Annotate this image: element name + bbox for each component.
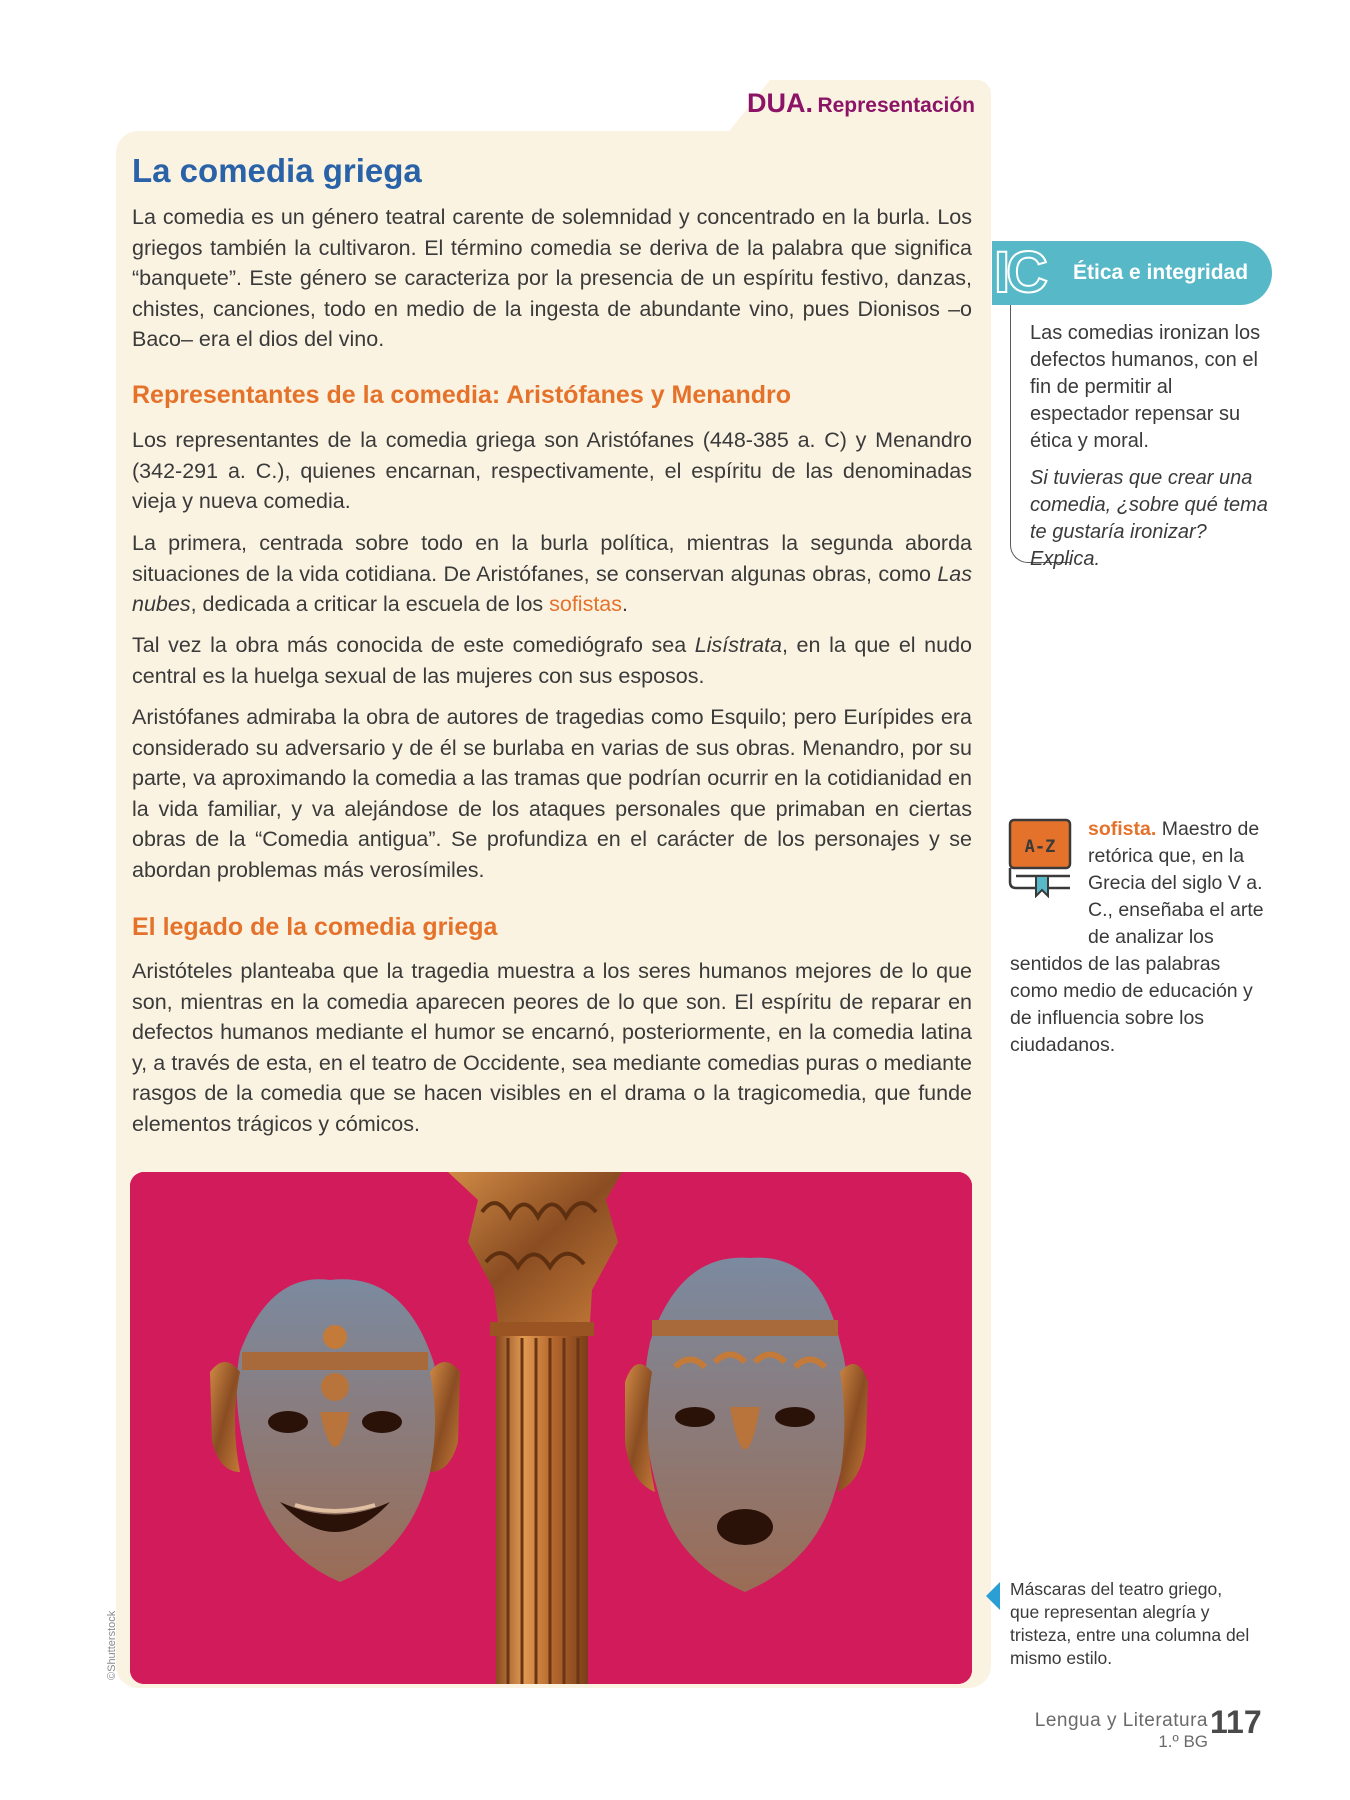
photo-credit: ©Shutterstock [106,1610,118,1680]
dua-sub: Representación [817,94,975,117]
p3-text-b: , en la que el nudo central es la huelga sexual de las mujeres con sus esposos. [132,633,972,688]
p2-text-c: . [622,592,628,616]
p3-text-a: Tal vez la obra más conocida de este comediógrafo sea [132,633,695,657]
paragraph-legado: Aristóteles planteaba que la tragedia muestra a los seres humanos mejores de lo que son, mientras en la comedia aparecen peores de lo que son. El espíritu de reparar en defectos humanos mediante el humor se encarnó, posteriormente, en la comedia latina y, a través de esta, en el teatro de Occidente, sea mediante comedias puras o mediante rasgos de la comedia que se hacen visibles en el drama o la tragicomedia, que funde elementos trágicos y cómicos. [132,959,972,1136]
section-title-legado: El legado de la comedia griega [132,913,498,941]
paragraph-aristofanes-menandro: Aristófanes admiraba la obra de autores de tragedias como Esquilo; pero Eurípides era considerado su adversario y de él se burlaba en varias de sus obras. Menandro, por su parte, va aproximando la comedia a las tramas que podrían ocurrir en la cotidianidad en la vida familiar, y va alejándose de los ataques personales que primaban en ciertas obras de la “Comedia antigua”. Se profundiza en el carácter de los personajes y se abordan problemas más verosímiles. [132,705,972,882]
footer-subject: Lengua y Literatura [1034,1710,1208,1731]
masks-illustration [130,1172,972,1684]
dictionary-icon [1006,818,1074,898]
paragraph-representantes: Los representantes de la comedia griega son Aristófanes (448-385 a. C) y Menandro (342-291 a. C.), quienes encarnan, respectivamente, el espíritu de las denominadas vieja y nueva comedia. [132,428,972,513]
footer-grade: 1.º BG [1158,1732,1208,1751]
p3-title-lisistrata: Lisístrata [694,633,782,657]
ethics-label: Ética e integridad [1073,261,1249,284]
greek-masks-photo [130,1172,972,1684]
p2-text-a: La primera, centrada sobre todo en la burla política, mientras la segunda aborda situaciones de la vida cotidiana. De Aristófanes, se conservan algunas obras, como [132,531,972,586]
glossary-term-link[interactable]: sofistas [549,592,623,616]
ethics-badge-icon: IC [994,240,1044,305]
p2-title-las-nubes: Las nubes [132,561,972,616]
paragraph-lisistrata [132,630,972,691]
dua-label [735,88,975,119]
page-number: 117 [1210,1704,1262,1740]
dictionary-icon-label: A-Z [1024,837,1056,857]
paragraph-vieja-nueva [132,528,972,620]
intro-paragraph: La comedia es un género teatral carente de solemnidad y concentrado en la burla. Los griegos también la cultivaron. El término comedia se deriva de la palabra que significa “banquete”. Este género se caracteriza por la presencia de un espíritu festivo, danzas, chistes, canciones, todo en medio de la ingesta de abundante vino, pues Dionisos –o Baco– era el dios del vino. [132,205,972,351]
photo-caption: Máscaras del teatro griego, que representan alegría y tristeza, entre una columna del mismo estilo. [1010,1579,1250,1668]
dua-strong: DUA. [746,88,813,118]
glossary-term: sofista. [1088,818,1157,840]
glossary-definition: Maestro de retórica que, en la Grecia del siglo V a. C., enseñaba el arte de analizar los sentidos de las palabras como medio de educación y de influencia sobre los ciudadanos. [1010,818,1264,1056]
page-title: La comedia griega [132,152,422,189]
section-title-representantes: Representantes de la comedia: Aristófanes y Menandro [132,381,791,409]
ethics-text: Las comedias ironizan los defectos humanos, con el fin de permitir al espectador repensar su ética y moral. [1030,322,1261,452]
ethics-question: Si tuvieras que crear una comedia, ¿sobre qué tema te gustaría ironizar? Explica. [1030,467,1268,570]
caption-pointer-icon [986,1582,1000,1610]
p2-text-b: , dedicada a criticar la escuela de los [190,592,550,616]
